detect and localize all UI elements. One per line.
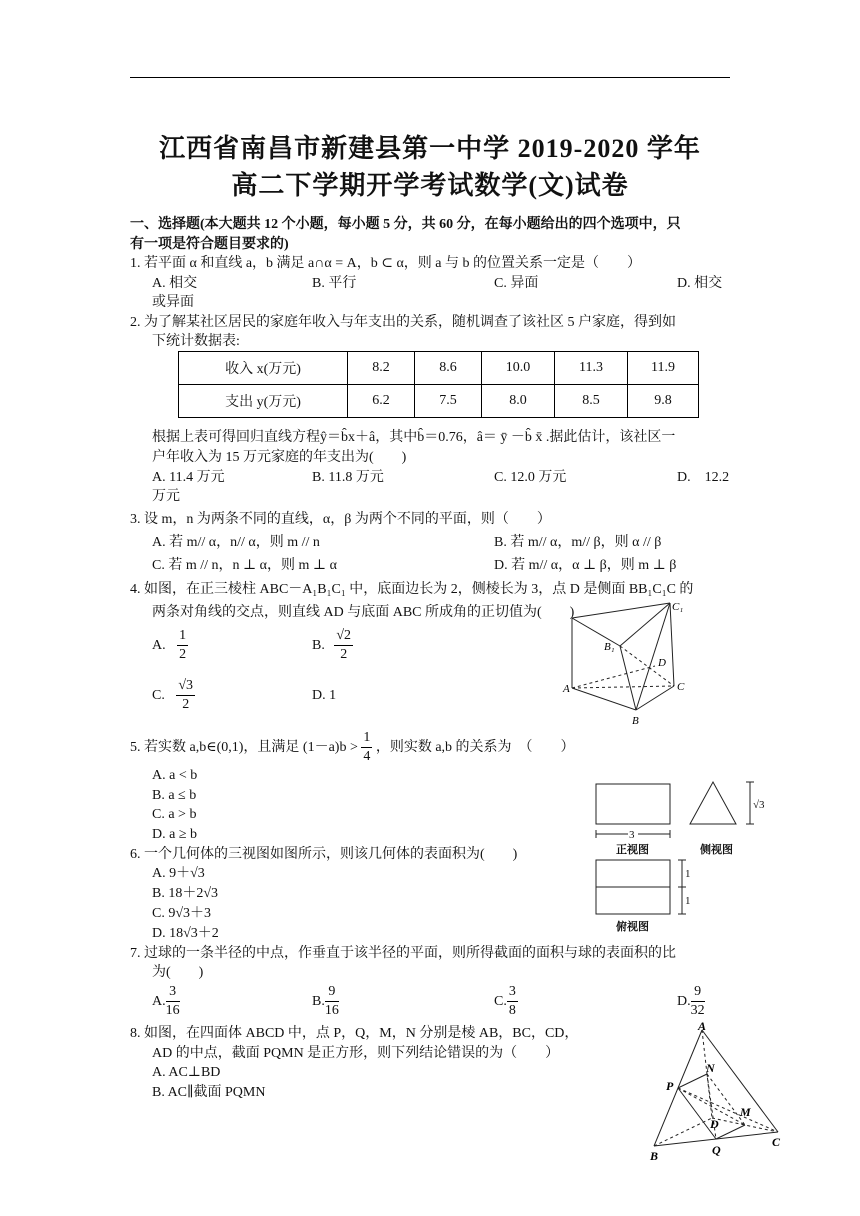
table-row bbox=[179, 352, 699, 385]
q1-option-d-cont: 或异面 bbox=[152, 295, 194, 310]
dim-one-label: 1 bbox=[685, 868, 691, 880]
q8-option-b: B. AC∥截面 PQMN bbox=[152, 1085, 266, 1100]
table-cell: 6.2 bbox=[348, 385, 415, 418]
figure-label: B₁ bbox=[604, 641, 615, 653]
table-cell: 8.5 bbox=[555, 385, 628, 418]
q3-option-d: D. 若 m// α，α ⊥ β，则 m ⊥ β bbox=[494, 558, 677, 573]
q1-option-d: D. 相交 bbox=[677, 276, 723, 291]
figure-label: B bbox=[632, 715, 639, 727]
q1-option-b: B. 平行 bbox=[312, 276, 357, 291]
table-row bbox=[179, 385, 699, 418]
q5-option-a: A. a < b bbox=[152, 768, 198, 783]
figure-label: D bbox=[710, 1117, 719, 1131]
front-view-label: 正视图 bbox=[616, 844, 649, 856]
q6-stem: 6. 一个几何体的三视图如图所示，则该几何体的表面积为( ) bbox=[130, 847, 518, 862]
table-cell: 9.8 bbox=[628, 385, 699, 418]
q2-option-b: B. 11.8 万元 bbox=[312, 470, 384, 485]
table-cell: 11.9 bbox=[628, 352, 699, 385]
page-title-line2: 高二下学期开学考试数学(文)试卷 bbox=[231, 171, 629, 200]
figure-label: M bbox=[740, 1105, 751, 1119]
q2-option-d: D. 12.2 bbox=[677, 470, 730, 485]
q3-option-c: C. 若 m // n，n ⊥ α，则 m ⊥ α bbox=[152, 558, 337, 573]
figure-label: A bbox=[698, 1020, 707, 1033]
figure-label: N bbox=[706, 1061, 715, 1075]
figure-label: C₁ bbox=[672, 601, 684, 613]
q4-stem-1: 4. 如图，在正三棱柱 ABC－A₁B₁C₁ 中，底面边长为 2，侧棱长为 3，点 D 是侧面 BB₁C₁C 的 bbox=[130, 582, 694, 597]
top-view-label: 俯视图 bbox=[616, 921, 649, 933]
header-rule bbox=[130, 77, 730, 78]
q2-option-d-cont: 万元 bbox=[152, 489, 180, 504]
q5-option-b: B. a ≤ b bbox=[152, 788, 197, 803]
figure-label: D bbox=[658, 657, 666, 669]
q8-option-a: A. AC⊥BD bbox=[152, 1065, 221, 1080]
q7-option-a: A. $\frac{3}{16}$ bbox=[152, 984, 180, 1019]
q6-option-c: C. 9√3＋3 bbox=[152, 906, 212, 921]
side-view-label: 侧视图 bbox=[700, 844, 733, 856]
q8-stem-2: AD 的中点，截面 PQMN 是正方形，则下列结论错误的为（ ） bbox=[152, 1046, 560, 1061]
q2-data-table bbox=[178, 351, 699, 418]
q3-stem: 3. 设 m，n 为两条不同的直线，α，β 为两个不同的平面，则（ ） bbox=[130, 512, 551, 527]
figure-label: C bbox=[772, 1135, 781, 1149]
dim-one-label: 1 bbox=[685, 895, 691, 907]
q2-option-a: A. 11.4 万元 bbox=[152, 470, 225, 485]
q4-option-a: A. $\frac{1}{2}$ bbox=[152, 628, 187, 663]
q5-option-d: D. a ≥ b bbox=[152, 827, 198, 842]
q8-stem-1: 8. 如图，在四面体 ABCD 中，点 P，Q，M，N 分别是棱 AB，BC，CD， bbox=[130, 1026, 579, 1041]
q4-option-b: B. $\frac{√2}{2}$ bbox=[312, 628, 352, 663]
q7-option-c: C. $\frac{3}{8}$ bbox=[494, 984, 516, 1019]
q3-option-b: B. 若 m// α，m// β，则 α // β bbox=[494, 535, 662, 550]
q1-option-a: A. 相交 bbox=[152, 276, 198, 291]
table-cell: 8.6 bbox=[415, 352, 482, 385]
table-cell: 11.3 bbox=[555, 352, 628, 385]
q6-three-view-figure bbox=[590, 778, 770, 938]
q7-option-d: D. $\frac{9}{32}$ bbox=[677, 984, 705, 1019]
q2-text-2: 户年收入为 15 万元家庭的年支出为( ) bbox=[152, 450, 407, 465]
table-cell: 收入 x(万元) bbox=[179, 352, 348, 385]
q6-option-a: A. 9＋√3 bbox=[152, 866, 205, 881]
q8-tetrahedron-figure bbox=[640, 1020, 790, 1165]
q3-option-a: A. 若 m// α，n// α，则 m // n bbox=[152, 535, 320, 550]
q6-option-d: D. 18√3＋2 bbox=[152, 926, 219, 941]
q5-option-c: C. a > b bbox=[152, 807, 197, 822]
section-heading-2: 有一项是符合题目要求的) bbox=[130, 237, 289, 252]
figure-label: Q bbox=[712, 1143, 721, 1157]
table-cell: 8.2 bbox=[348, 352, 415, 385]
q1-option-c: C. 异面 bbox=[494, 276, 539, 291]
q7-option-b: B. $\frac{9}{16}$ bbox=[312, 984, 339, 1019]
q1-stem: 1. 若平面 α 和直线 a，b 满足 a∩α = A，b ⊂ α，则 a 与 b 的位置关系一定是（ ） bbox=[130, 256, 641, 271]
figure-label: B bbox=[650, 1149, 659, 1163]
table-cell: 支出 y(万元) bbox=[179, 385, 348, 418]
page-title-line1: 江西省南昌市新建县第一中学 2019-2020 学年 bbox=[159, 134, 701, 163]
figure-label: C bbox=[677, 681, 685, 693]
dim-width-label: 3 bbox=[629, 829, 635, 841]
table-cell: 10.0 bbox=[482, 352, 555, 385]
q2-option-c: C. 12.0 万元 bbox=[494, 470, 567, 485]
q7-stem-1: 7. 过球的一条半径的中点，作垂直于该半径的平面，则所得截面的面积与球的表面积的比 bbox=[130, 946, 676, 961]
q6-option-b: B. 18＋2√3 bbox=[152, 886, 219, 901]
q4-option-c: C. $\frac{√3}{2}$ bbox=[152, 678, 194, 713]
q5-stem: 5. 若实数 a,b∈(0,1)，且满足 (1－a)b > $\frac{1}{4}$ ，则实数 a,b 的关系为 （ ） bbox=[130, 730, 575, 765]
table-cell: 8.0 bbox=[482, 385, 555, 418]
dim-height-label: √3 bbox=[753, 799, 765, 811]
q4-prism-figure bbox=[560, 598, 690, 728]
section-heading-1: 一、选择题(本大题共 12 个小题，每小题 5 分，共 60 分，在每小题给出的四个选项中，只 bbox=[130, 217, 681, 232]
q2-text-1: 根据上表可得回归直线方程ŷ＝b̂x＋â，其中b̂＝0.76，â＝ ȳ －b̂ x̄ .据此估计，该社区一 bbox=[152, 430, 676, 445]
q7-stem-2: 为( ) bbox=[152, 965, 204, 980]
figure-label: A bbox=[563, 683, 570, 695]
q2-stem-2: 下统计数据表: bbox=[152, 334, 240, 349]
figure-label: P bbox=[666, 1079, 674, 1093]
table-cell: 7.5 bbox=[415, 385, 482, 418]
q2-stem-1: 2. 为了解某社区居民的家庭年收入与年支出的关系，随机调查了该社区 5 户家庭，得到如 bbox=[130, 315, 676, 330]
q4-option-d: D. 1 bbox=[312, 688, 337, 703]
q4-stem-2: 两条对角线的交点，则直线 AD 与底面 ABC 所成角的正切值为( ) bbox=[152, 605, 575, 620]
